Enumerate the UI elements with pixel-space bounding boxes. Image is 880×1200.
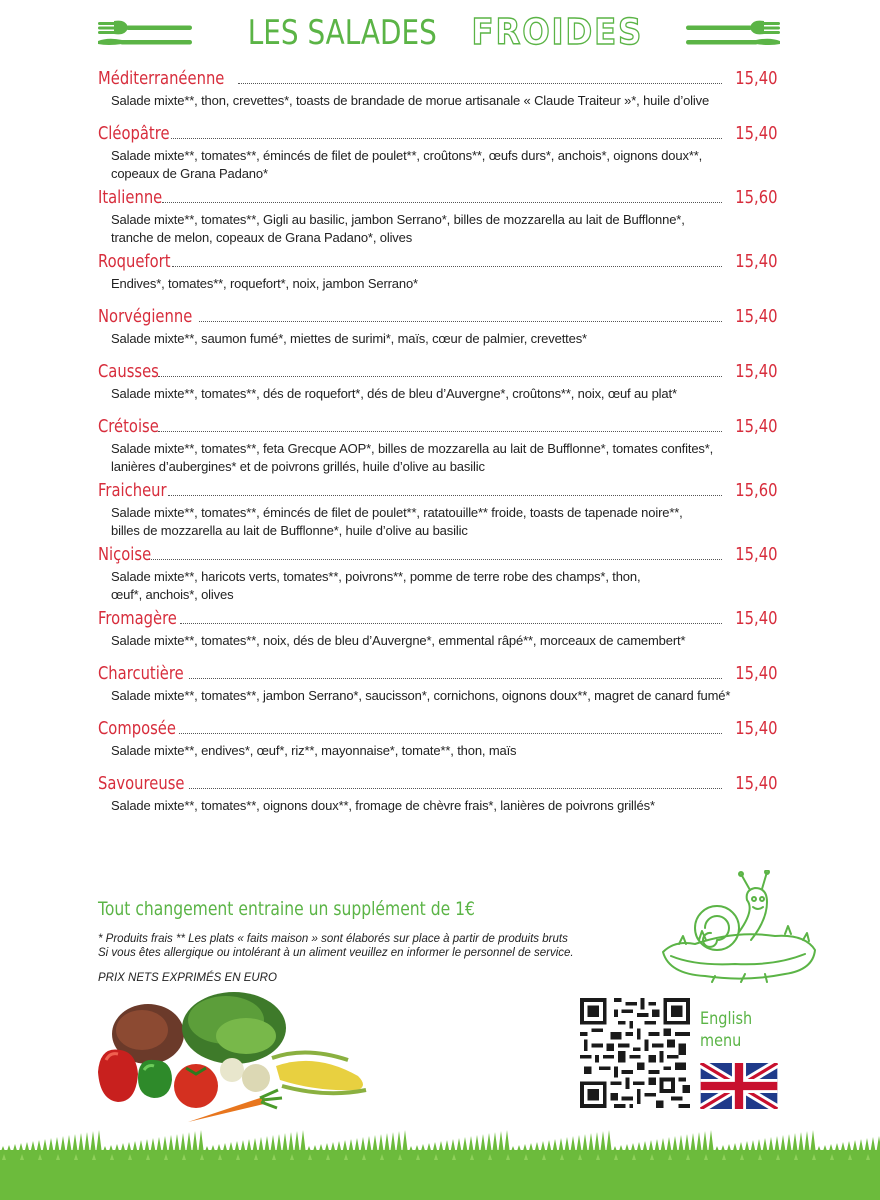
leader-dots xyxy=(180,623,722,624)
menu-item-price: 15,40 xyxy=(735,251,778,272)
menu-item-name: Cléopâtre xyxy=(98,123,170,144)
menu-item-name: Niçoise xyxy=(98,544,152,565)
menu-item xyxy=(98,608,778,650)
menu-item-description xyxy=(98,147,778,183)
menu-item-price: 15,60 xyxy=(735,187,778,208)
menu-item xyxy=(98,663,778,705)
menu-item-header xyxy=(98,718,778,742)
menu-item-description xyxy=(98,504,778,540)
leader-dots xyxy=(158,431,722,432)
menu-item-header xyxy=(98,773,778,797)
description-line: lanières d’aubergines* et de poivrons grillés, huile d’olive au basilic xyxy=(111,459,485,474)
description-line: Salade mixte**, saumon fumé*, miettes de surimi*, maïs, cœur de palmier, crevettes* xyxy=(111,331,587,346)
menu-item-description xyxy=(98,440,778,476)
menu-item-name: Causses xyxy=(98,361,159,382)
menu-item xyxy=(98,306,778,348)
menu-item-price: 15,40 xyxy=(735,361,778,382)
menu-item xyxy=(98,480,778,540)
menu-item xyxy=(98,68,778,110)
menu-item-header xyxy=(98,361,778,385)
snail-icon xyxy=(655,870,820,988)
leader-dots xyxy=(199,321,722,322)
english-menu-link[interactable] xyxy=(700,1008,752,1052)
title-part2: FROIDES xyxy=(471,12,644,53)
menu-item-name: Méditerranéenne xyxy=(98,68,225,89)
menu-item-description xyxy=(98,742,778,760)
menu-item-price: 15,40 xyxy=(735,663,778,684)
menu-item-description xyxy=(98,92,778,110)
leader-dots xyxy=(189,678,723,679)
menu-item-header xyxy=(98,123,778,147)
menu-item xyxy=(98,773,778,815)
description-line: Salade mixte**, thon, crevettes*, toasts de brandade de morue artisanale « Claude Traiteur »*, huile d’olive xyxy=(111,93,710,108)
description-line: Salade mixte**, tomates**, feta Grecque AOP*, billes de mozzarella au lait de Bufflonne*, tomates confites*, xyxy=(111,441,714,456)
menu-item-header xyxy=(98,608,778,632)
description-line: Salade mixte**, endives*, œuf*, riz**, mayonnaise*, tomate**, thon, maïs xyxy=(111,743,517,758)
menu-item-header xyxy=(98,187,778,211)
menu-item-price: 15,40 xyxy=(735,416,778,437)
title-part1: LES SALADES xyxy=(248,12,438,53)
leader-dots xyxy=(149,559,723,560)
description-line: œuf*, anchois*, olives xyxy=(111,587,234,602)
menu-item-price: 15,40 xyxy=(735,773,778,794)
description-line: Salade mixte**, tomates**, oignons doux**, fromage de chèvre frais*, lanières de poivrons grillés* xyxy=(111,798,655,813)
menu-item xyxy=(98,718,778,760)
menu-item xyxy=(98,361,778,403)
menu-item-description xyxy=(98,275,778,293)
menu-item xyxy=(98,123,778,183)
description-line: Salade mixte**, tomates**, émincés de filet de poulet**, ratatouille** froide, toasts de tapenade noire**, xyxy=(111,505,683,520)
menu-item-name: Composée xyxy=(98,718,176,739)
english-label-line2: menu xyxy=(700,1031,742,1051)
description-line: Salade mixte**, tomates**, noix, dés de bleu d’Auvergne*, emmental râpé**, morceaux de camembert* xyxy=(111,633,686,648)
menu-item-name: Savoureuse xyxy=(98,773,185,794)
note-line: Si vous êtes allergique ou intolérant à un aliment veuillez en informer le personnel de service. xyxy=(98,947,574,959)
menu-item-description xyxy=(98,632,778,650)
description-line: Salade mixte**, tomates**, jambon Serrano*, saucisson*, cornichons, oignons doux**, magret de canard fumé* xyxy=(111,688,731,703)
salad-list xyxy=(98,68,778,828)
leader-dots xyxy=(172,266,722,267)
fork-knife-icon xyxy=(685,16,780,50)
menu-item-price: 15,40 xyxy=(735,608,778,629)
menu-item-description xyxy=(98,330,778,348)
menu-item-description xyxy=(98,568,778,604)
grass-border xyxy=(0,1130,880,1200)
menu-item xyxy=(98,251,778,293)
description-line: billes de mozzarella au lait de Bufflonne*, huile d’olive au basilic xyxy=(111,523,468,538)
description-line: Endives*, tomates**, roquefort*, noix, jambon Serrano* xyxy=(111,276,418,291)
menu-item-description xyxy=(98,211,778,247)
menu-item-header xyxy=(98,68,778,92)
description-line: Salade mixte**, tomates**, émincés de filet de poulet**, croûtons**, œufs durs*, anchois*, oignons doux**, xyxy=(111,148,703,163)
menu-item-description xyxy=(98,385,778,403)
description-line: copeaux de Grana Padano* xyxy=(111,166,268,181)
english-label-line1: English xyxy=(700,1009,753,1029)
menu-item xyxy=(98,416,778,476)
menu-item-name: Crétoise xyxy=(98,416,159,437)
leader-dots xyxy=(158,376,722,377)
menu-item xyxy=(98,187,778,247)
menu-item-price: 15,40 xyxy=(735,544,778,565)
menu-item-description xyxy=(98,797,778,815)
leader-dots xyxy=(189,788,722,789)
menu-item-header xyxy=(98,480,778,504)
leader-dots xyxy=(171,138,722,139)
menu-item-name: Norvégienne xyxy=(98,306,193,327)
menu-item-name: Roquefort xyxy=(98,251,171,272)
leader-dots xyxy=(179,733,722,734)
description-line: tranche de melon, copeaux de Grana Padano*, olives xyxy=(111,230,413,245)
leader-dots xyxy=(238,83,722,84)
price-note: PRIX NETS EXPRIMÉS EN EURO xyxy=(98,972,277,984)
menu-item-description xyxy=(98,687,778,705)
menu-item xyxy=(98,544,778,604)
description-line: Salade mixte**, tomates**, Gigli au basilic, jambon Serrano*, billes de mozzarella au lait de Bufflonne*, xyxy=(111,212,685,227)
note-line: * Produits frais ** Les plats « faits maison » sont élaborés sur place à partir de produits bruts xyxy=(98,933,568,945)
uk-flag-icon[interactable] xyxy=(700,1063,778,1109)
menu-item-price: 15,40 xyxy=(735,68,778,89)
menu-item-price: 15,40 xyxy=(735,123,778,144)
menu-item-price: 15,40 xyxy=(735,306,778,327)
menu-item-name: Italienne xyxy=(98,187,163,208)
menu-item-name: Fraicheur xyxy=(98,480,167,501)
menu-item-price: 15,40 xyxy=(735,718,778,739)
menu-item-header xyxy=(98,544,778,568)
menu-item-header xyxy=(98,663,778,687)
menu-header xyxy=(0,10,880,60)
description-line: Salade mixte**, haricots verts, tomates**, poivrons**, pomme de terre robe des champs*, thon, xyxy=(111,569,641,584)
qr-code-icon xyxy=(580,998,690,1108)
menu-item-name: Charcutière xyxy=(98,663,184,684)
description-line: Salade mixte**, tomates**, dés de roquefort*, dés de bleu d’Auvergne*, croûtons**, noix, œuf au plat* xyxy=(111,386,677,401)
leader-dots xyxy=(168,495,723,496)
menu-item-price: 15,60 xyxy=(735,480,778,501)
leader-dots xyxy=(162,202,722,203)
supplement-note: Tout changement entraine un supplément de 1€ xyxy=(98,898,475,920)
menu-item-header xyxy=(98,251,778,275)
vegetables-illustration xyxy=(96,990,376,1130)
menu-item-header xyxy=(98,416,778,440)
legend-notes xyxy=(98,932,574,960)
menu-item-header xyxy=(98,306,778,330)
menu-item-name: Fromagère xyxy=(98,608,177,629)
